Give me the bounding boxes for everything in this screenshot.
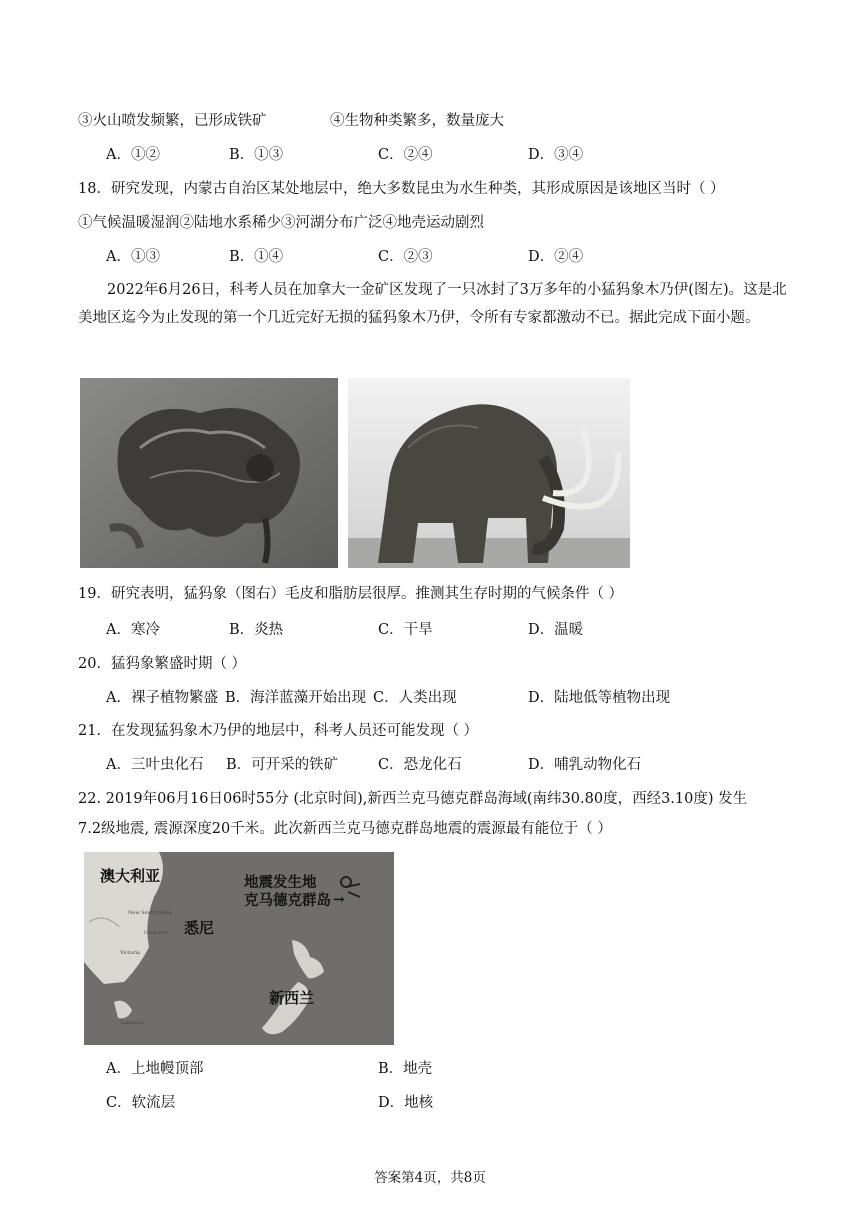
q22-option-b: B．地壳 (378, 1061, 433, 1077)
question-18-stem: 18．研究发现，内蒙古自治区某处地层中，绝大多数昆虫为水生种类，其形成原因是该地区当时（ ） (78, 181, 725, 197)
earthquake-map (84, 852, 394, 1045)
question-18-statements: ①气候温暖湿润②陆地水系稀少③河湖分布广泛④地壳运动剧烈 (78, 215, 484, 231)
map-label-victoria: Victoria (120, 950, 140, 956)
question-21-stem: 21．在发现猛犸象木乃伊的地层中，科考人员还可能发现（ ） (78, 723, 479, 739)
question-20-stem: 20．猛犸象繁盛时期（ ） (78, 656, 247, 672)
arrow-icon: → (333, 892, 345, 908)
q19-option-b: B．炎热 (229, 622, 284, 638)
map-label-quake-line2: 克马德克群岛 (244, 892, 331, 909)
option-a: A．①② (106, 147, 160, 163)
page-footer: 答案第4页，共8页 (374, 1170, 486, 1186)
option-c: C．②④ (378, 147, 433, 163)
map-label-nsw: New South Wales (128, 910, 173, 916)
q20-option-c: C．人类出现 (373, 690, 457, 706)
q18-option-d: D．②④ (528, 249, 584, 265)
question-22-stem-line1: 22. 2019年06月16日06时55分 (北京时间),新西兰克马德克群岛海域(南纬30.80度，西经3.10度) 发生 (78, 791, 748, 807)
map-label-canberra: Canberra (144, 930, 168, 936)
q19-option-c: C．干旱 (378, 622, 433, 638)
q22-option-c: C．软流层 (106, 1095, 176, 1111)
q21-option-c: C．恐龙化石 (378, 757, 462, 773)
map-label-new-zealand: 新西兰 (269, 989, 315, 1007)
q19-option-a: A．寒冷 (106, 622, 160, 638)
statement-4: ④生物种类繁多，数量庞大 (330, 113, 504, 129)
question-22-stem-line2: 7.2级地震, 震源深度20千米。此次新西兰克马德克群岛地震的震源最有能位于（ ） (78, 821, 612, 837)
map-label-quake-site (244, 874, 331, 910)
q18-option-c: C．②③ (378, 249, 433, 265)
q21-option-b: B．可开采的铁矿 (226, 757, 339, 773)
mammoth-illustration (348, 378, 630, 568)
q21-option-d: D．哺乳动物化石 (528, 757, 642, 773)
question-19-stem: 19．研究表明，猛犸象（图右）毛皮和脂肪层很厚。推测其生存时期的气候条件（ ） (78, 586, 624, 602)
q21-option-a: A．三叶虫化石 (106, 757, 204, 773)
option-d: D．③④ (528, 147, 584, 163)
map-label-sydney: 悉尼 (184, 919, 215, 937)
q18-option-a: A．①③ (106, 249, 160, 265)
q20-option-d: D．陆地低等植物出现 (528, 690, 671, 706)
q18-option-b: B．①④ (229, 249, 284, 265)
q22-option-d: D．地核 (378, 1095, 434, 1111)
option-b: B．①③ (229, 147, 284, 163)
map-label-tasmania: Tasmania (120, 1020, 145, 1026)
q20-option-b: B．海洋蓝藻开始出现 (225, 690, 367, 706)
map-label-australia: 澳大利亚 (100, 867, 161, 885)
map-label-quake-line1: 地震发生地 (244, 874, 317, 891)
statement-3: ③火山喷发频繁，已形成铁矿 (78, 113, 267, 129)
mammoth-mummy-photo (80, 378, 338, 568)
q20-option-a: A．裸子植物繁盛 (106, 690, 218, 706)
q22-option-a: A．上地幔顶部 (106, 1061, 204, 1077)
q19-option-d: D．温暖 (528, 622, 584, 638)
passage-text: 2022年6月26日，科考人员在加拿大一金矿区发现了一只冰封了3万多年的小猛犸象木乃伊(图左)。这是北美地区迄今为止发现的第一个几近完好无损的猛犸象木乃伊，令所有专家都激动不已。据此完成下面小题。 (78, 282, 787, 326)
